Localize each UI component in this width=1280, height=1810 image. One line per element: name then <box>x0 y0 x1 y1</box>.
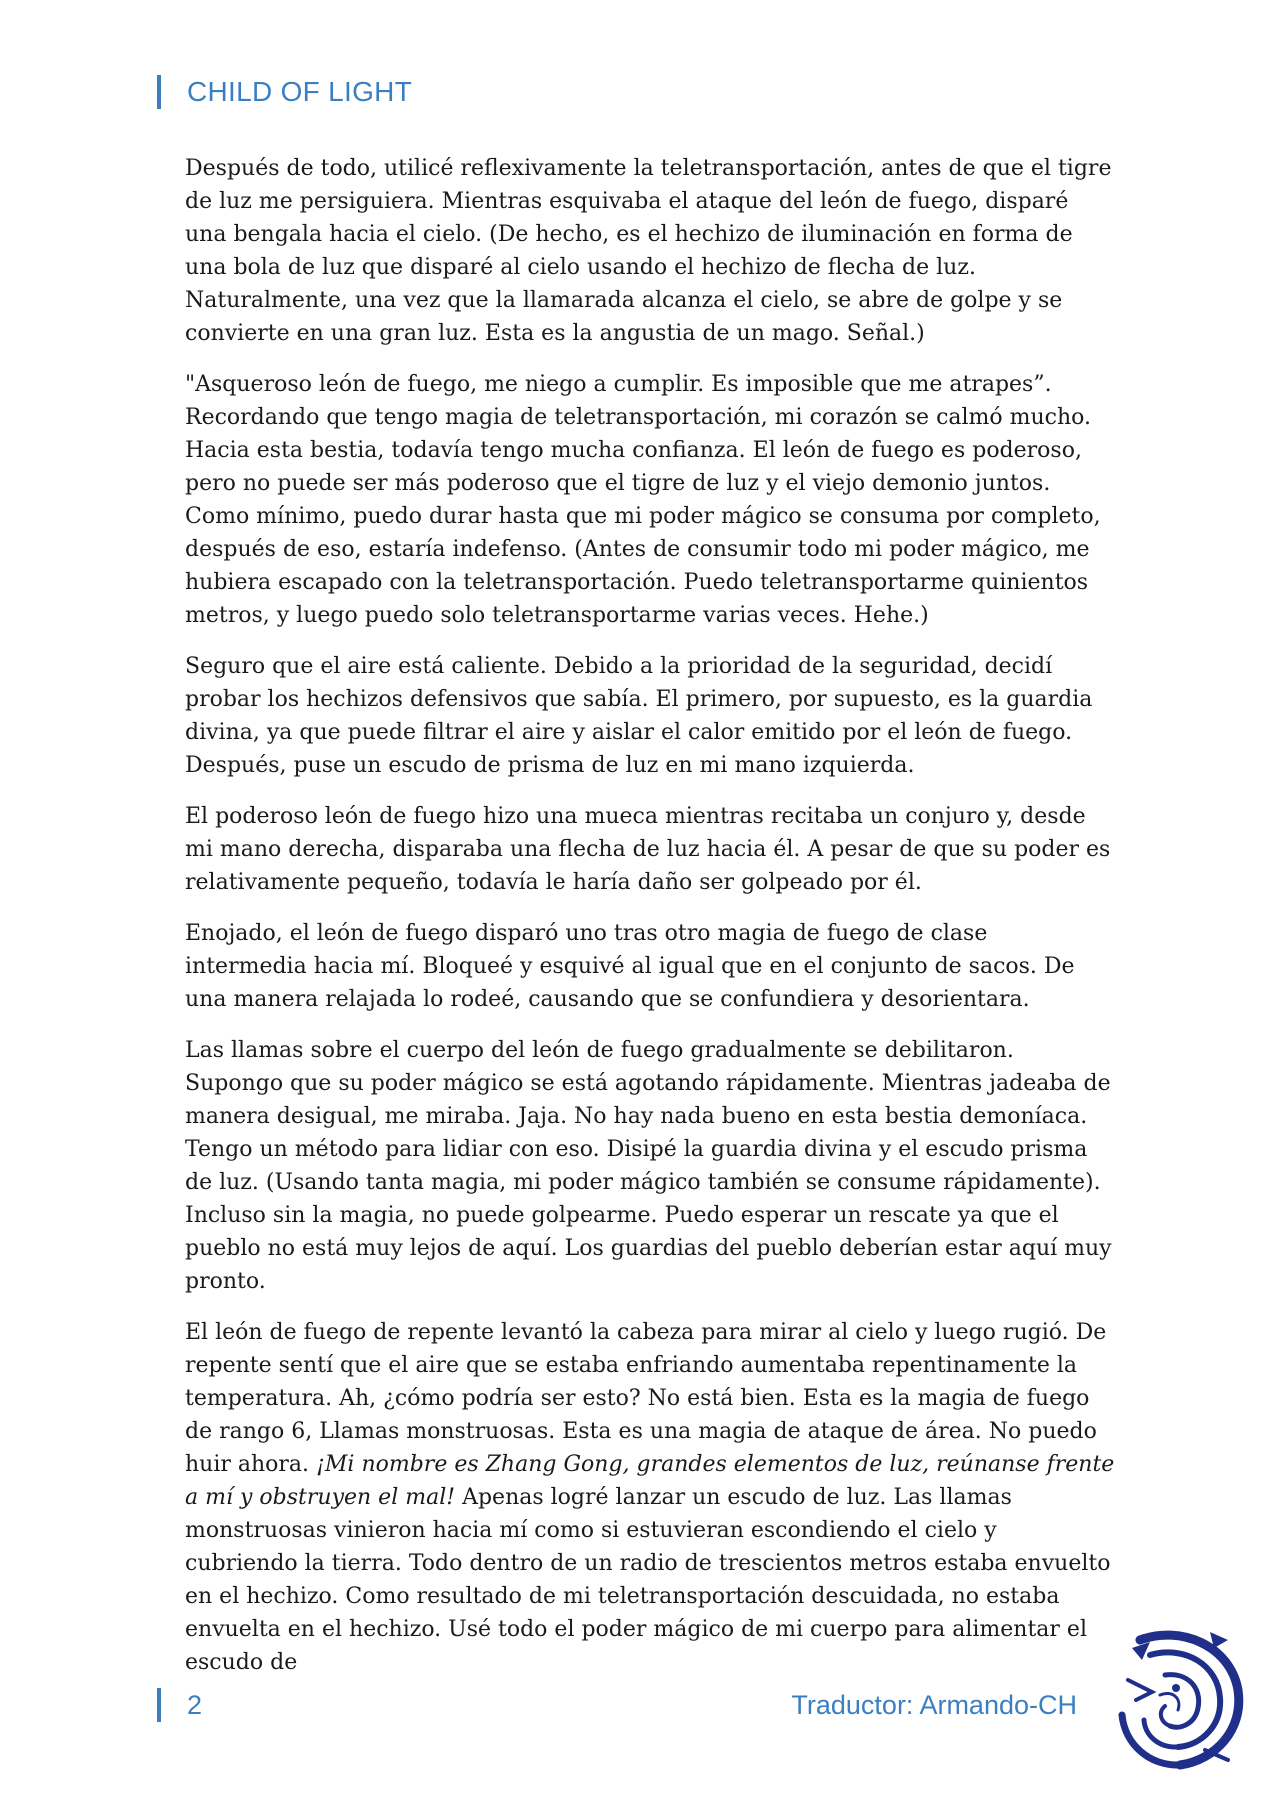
footer-accent-bar <box>157 1688 161 1722</box>
paragraph-4: El poderoso león de fuego hizo una mueca mientras recitaba un conjuro y, desde mi mano derecha, disparaba una flecha de luz hacia él. A pesar de que su poder es relativamente pequeño, todavía le haría daño ser golpeado por él. <box>185 804 1111 895</box>
header-title: CHILD OF LIGHT <box>187 76 413 107</box>
page-footer <box>157 1685 1077 1725</box>
paragraph-6: Las llamas sobre el cuerpo del león de fuego gradualmente se debilitaron. Supongo que su poder mágico se está agotando rápidamente. Mientras jadeaba de manera desigual, me miraba. Jaja. No hay nada bueno en esta bestia demoníaca. Tengo un método para lidiar con eso. Disipé la guardia divina y el escudo prisma de luz. (Usando tanta magia, mi poder mágico también se consume rápidamente). Incluso sin la magia, no puede golpearme. Puedo esperar un rescate ya que el pueblo no está muy lejos de aquí. Los guardias del pueblo deberían estar aquí muy pronto. <box>185 1038 1112 1294</box>
paragraph-3: Seguro que el aire está caliente. Debido a la prioridad de la seguridad, decidí probar los hechizos defensivos que sabía. El primero, por supuesto, es la guardia divina, ya que puede filtrar el aire y aislar el calor emitido por el león de fuego. Después, puse un escudo de prisma de luz en mi mano izquierda. <box>185 654 1093 778</box>
paragraph-7-after: Apenas logré lanzar un escudo de luz. Las llamas monstruosas vinieron hacia mí como si estuvieran escondiendo el cielo y cubriendo la tierra. Todo dentro de un radio de trescientos metros estaba envuelto en el hechizo. Como resultado de mi teletransportación descuidada, no estaba envuelta en el hechizo. Usé todo el poder mágico de mi cuerpo para alimentar el escudo de <box>185 1485 1111 1675</box>
page-header <box>157 72 412 112</box>
header-accent-bar <box>157 75 161 109</box>
paragraph-7-before: El león de fuego de repente levantó la cabeza para mirar al cielo y luego rugió. De repente sentí que el aire que se estaba enfriando aumentaba repentinamente la temperatura. Ah, ¿cómo podría ser esto? No está bien. Esta es la magia de fuego de rango 6, Llamas monstruosas. Esta es una magia de ataque de área. No puedo huir ahora. <box>185 1320 1107 1477</box>
paragraph-2: "Asqueroso león de fuego, me niego a cumplir. Es imposible que me atrapes”. Recordando que tengo magia de teletransportación, mi corazón se calmó mucho. Hacia esta bestia, todavía tengo mucha confianza. El león de fuego es poderoso, pero no puede ser más poderoso que el tigre de luz y el viejo demonio juntos. Como mínimo, puedo durar hasta que mi poder mágico se consuma por completo, después de eso, estaría indefenso. (Antes de consumir todo mi poder mágico, me hubiera escapado con la teletransportación. Puedo teletransportarme quinientos metros, y luego puedo solo teletransportarme varias veces. Hehe.) <box>185 372 1101 628</box>
page-number: 2 <box>187 1689 203 1720</box>
paragraph-5: Enojado, el león de fuego disparó uno tras otro magia de fuego de clase intermedia hacia mí. Bloqueé y esquivé al igual que en el conjunto de sacos. De una manera relajada lo rodeé, causando que se confundiera y desorientara. <box>185 921 1075 1012</box>
dragon-logo-icon <box>1110 1620 1250 1770</box>
paragraph-7-spell: ¡Mi nombre es Zhang Gong, grandes elementos de luz, reúnanse frente a mí y obstruyen el mal! <box>185 1452 1115 1510</box>
paragraph-1: Después de todo, utilicé reflexivamente la teletransportación, antes de que el tigre de luz me persiguiera. Mientras esquivaba el ataque del león de fuego, disparé una bengala hacia el cielo. (De hecho, es el hechizo de iluminación en forma de una bola de luz que disparé al cielo usando el hechizo de flecha de luz. Naturalmente, una vez que la llamarada alcanza el cielo, se abre de golpe y se convierte en una gran luz. Esta es la angustia de un mago. Señal.) <box>185 156 1112 346</box>
translator-credit: Traductor: Armando-CH <box>791 1689 1077 1720</box>
paragraph-7 <box>185 1316 1115 1679</box>
body-text <box>185 152 1115 1697</box>
